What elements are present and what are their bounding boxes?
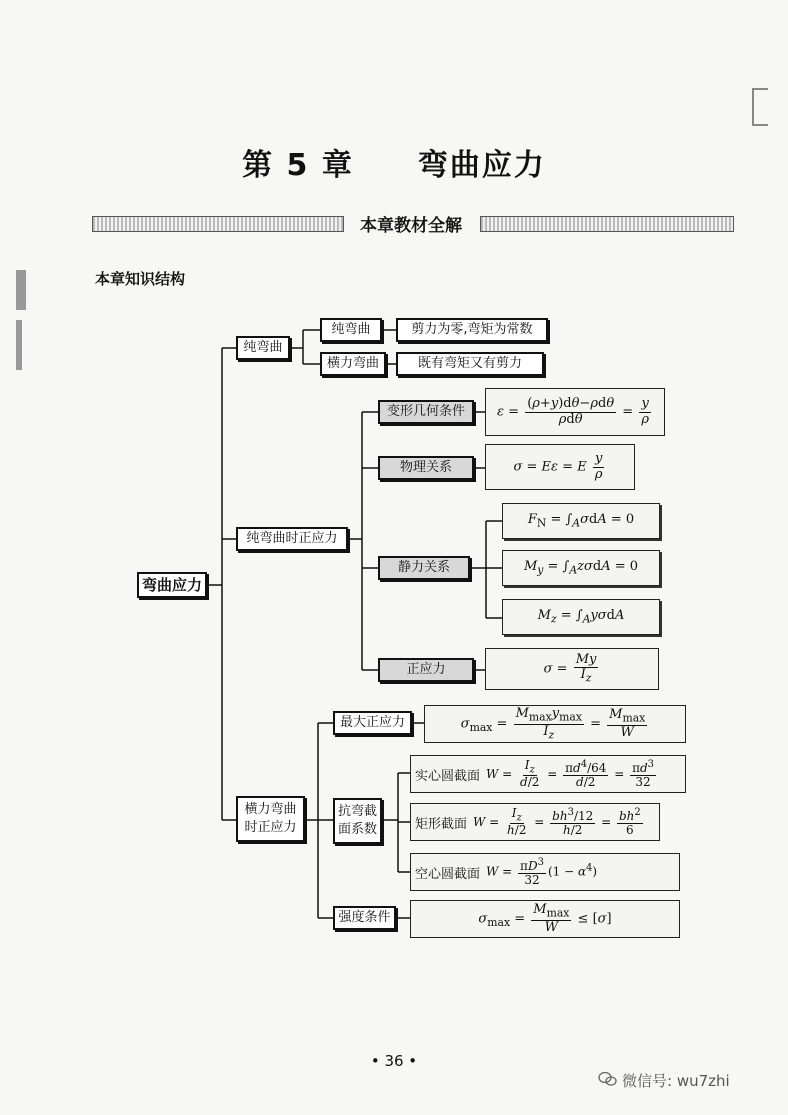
wechat-icon <box>598 1071 618 1087</box>
physical-formula: σ = Eε = E $\frac{y}{\rho}$ <box>485 444 635 490</box>
root-node: 弯曲应力 <box>137 572 207 598</box>
static-formula-2: $M_y = \int_Az\sigma dA = 0$ <box>502 550 660 586</box>
strength-node: 强度条件 <box>333 906 396 930</box>
pure-bending-desc: 剪力为零,弯矩为常数 <box>396 318 548 342</box>
hollow-circle-row: 空心圆截面 W = $\frac{\pi D^3}{32}$ $(1 - \alpha^4)$ <box>410 853 680 891</box>
max-stress-formula: $\sigma_{max}$ = $\frac{M_{max}y_{max}}{I_z}$ = $\frac{M_{max}}{W}$ <box>424 705 686 743</box>
section-bar-right <box>480 216 734 232</box>
rectangle-row: 矩形截面 W = $\frac{I_z}{h/2}$ = $\frac{bh^3/12}{h/2}$ = $\frac{bh^2}{6}$ <box>410 803 660 841</box>
max-stress-node: 最大正应力 <box>333 711 412 735</box>
scan-edge-bracket <box>752 88 768 126</box>
section-title: 本章教材全解 <box>360 216 462 236</box>
static-node: 静力关系 <box>378 556 470 580</box>
transverse-normal-stress-node <box>236 796 305 842</box>
section-modulus-node <box>333 798 382 844</box>
section-bar-left <box>92 216 344 232</box>
pure-bending-sub-node: 纯弯曲 <box>320 318 382 342</box>
hollow-circle-label: 空心圆截面 <box>415 866 481 882</box>
chapter-title: 第 5 章 弯曲应力 <box>242 148 546 183</box>
static-formula-3: $M_z = \int_Ay\sigma dA$ <box>502 599 660 635</box>
static-formula-1: $F_N = \int_A\sigma dA = 0$ <box>502 503 660 539</box>
pure-normal-stress-node: 纯弯曲时正应力 <box>236 527 348 551</box>
scan-edge-mark <box>16 270 26 310</box>
subheading: 本章知识结构 <box>95 270 186 288</box>
normal-stress-formula: σ = $\frac{My}{I_z}$ <box>485 648 659 690</box>
page-number: • 36 • <box>370 1052 418 1070</box>
normal-stress-node: 正应力 <box>378 658 474 682</box>
section-modulus-line1: 抗弯截 <box>337 804 377 820</box>
wechat-id: 微信号: wu7zhi <box>622 1072 730 1090</box>
scan-edge-mark <box>16 320 22 370</box>
deformation-formula: ε = $\frac{\text{(ρ+y)dθ−ρdθ}}{\text{ρdθ}}$ = $\frac{y}{\rho}$ <box>485 388 665 436</box>
physical-node: 物理关系 <box>378 456 474 480</box>
pure-bending-node: 纯弯曲 <box>236 336 290 360</box>
section-modulus-line2: 面系数 <box>337 822 377 837</box>
deformation-node: 变形几何条件 <box>378 400 474 424</box>
solid-circle-row: 实心圆截面 W = $\frac{I_z}{d/2}$ = $\frac{\pi d^4/64}{d/2}$ = $\frac{\pi d^3}{32}$ <box>410 755 686 793</box>
transverse-bending-node: 横力弯曲 <box>320 352 386 376</box>
transverse-label-line2: 时正应力 <box>244 820 297 835</box>
transverse-label-line1: 横力弯曲 <box>244 802 297 818</box>
rectangle-label: 矩形截面 <box>415 816 468 832</box>
strength-formula: $\sigma_{max}$ = $\frac{M_{max}}{W}$ ≤ [σ] <box>410 900 680 938</box>
solid-circle-label: 实心圆截面 <box>415 768 481 784</box>
transverse-bending-desc: 既有弯矩又有剪力 <box>396 352 544 376</box>
